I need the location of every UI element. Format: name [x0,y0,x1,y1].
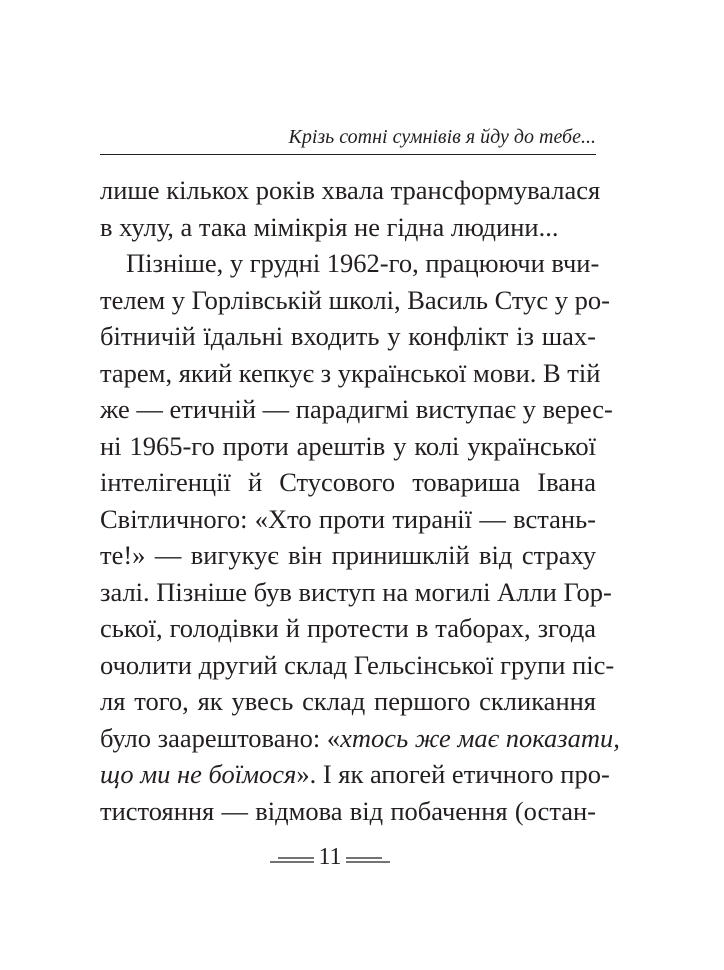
text-line: тистояння — відмова від побачення (остан- [100,795,596,826]
text-line: Світличного: «Хто проти тиранії — встань- [100,503,596,534]
text-line: ської, голодівки й протести в таборах, згода [100,613,596,643]
folio-ornament-right [346,857,390,863]
text-line: ля того, як увесь склад першого скликання [100,686,596,716]
header-rule [100,154,596,155]
text-line: ні 1965-го проти арештів у колі української [100,430,596,461]
text-line: же — етичній — парадигмі виступає у верес- [100,394,613,424]
text-line: Пізніше, у грудні 1962-го, працюючи вчи- [126,248,600,278]
text-line: залі. Пізніше був виступ на могилі Алли Гор- [100,576,612,607]
page-number: 11 [318,844,342,870]
text-line: телем у Горлівській школі, Василь Стус у ро- [100,284,610,315]
text-line [100,756,610,793]
text-line: лише кількох років хвала трансформувалася [100,175,601,205]
quote-italic: хтось же має показати, [340,722,620,753]
text-line [100,720,620,757]
body-text [100,172,620,829]
running-head: Крізь сотні сумнівів я йду до тебе... [288,126,596,148]
line-text-roman: ». І як апогей етичного про- [296,759,610,789]
text-line: очолити другий склад Гельсінської групи піс- [100,649,615,680]
quote-italic: що ми не боїмося [100,759,297,789]
text-line: інтелігенції й Стусового товариша Івана [100,467,596,497]
text-line: бітничій їдальні входить у конфлікт із шах- [100,321,596,351]
text-line: в хулу, а така мімікрія не гідна людини... [100,211,559,242]
text-line: тарем, який кепкує з української мови. В тій [100,357,601,388]
line-text-roman: було заарештовано: « [100,722,341,753]
text-line: те!» — вигукує він принишклій від страху [100,540,596,570]
